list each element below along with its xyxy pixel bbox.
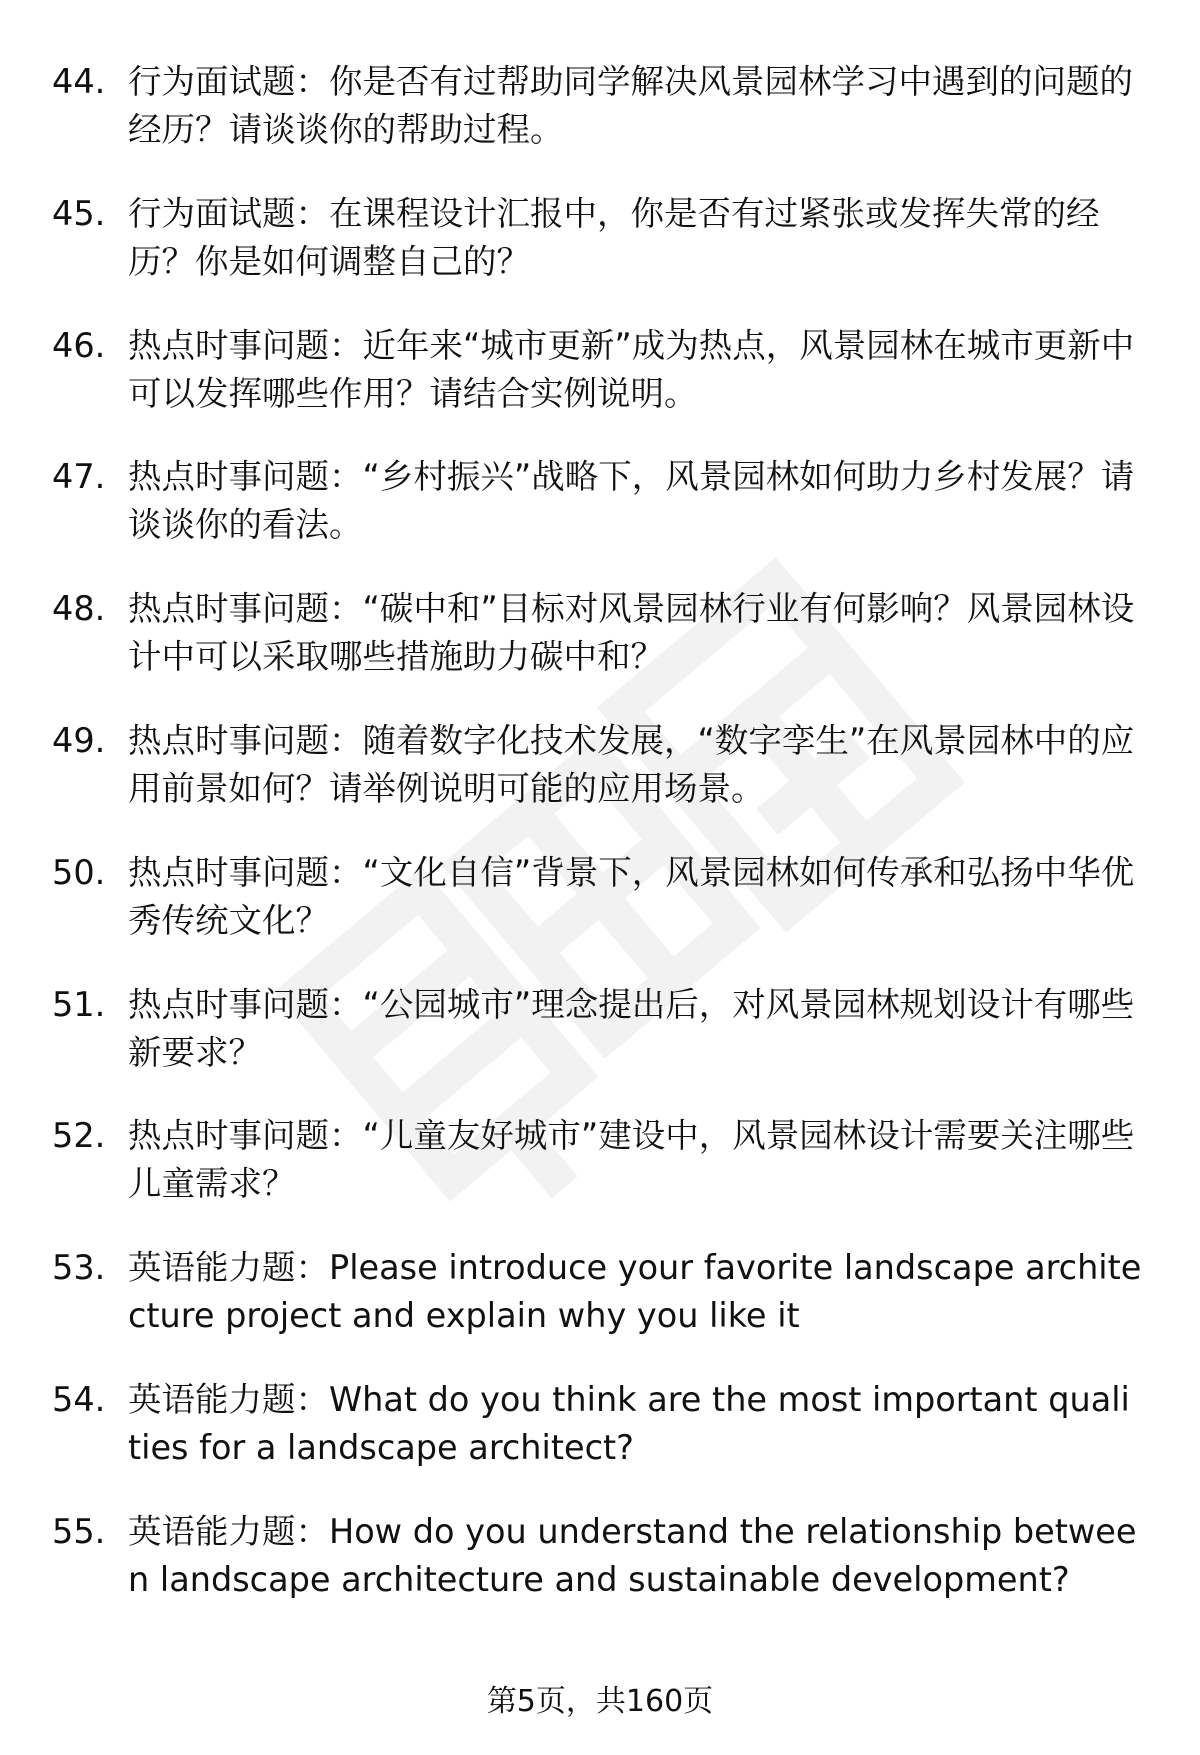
question-text: 热点时事问题：“碳中和”目标对风景园林行业有何影响？风景园林设计中可以采取哪些措施助力碳中和？	[128, 589, 1135, 677]
question-text: 热点时事问题：“公园城市”理念提出后，对风景园林规划设计有哪些新要求？	[128, 984, 1135, 1072]
question-text: 行为面试题：你是否有过帮助同学解决风景园林学习中遇到的问题的经历？请谈谈你的帮助过程。	[128, 62, 1133, 149]
question-number: 46.	[52, 325, 106, 365]
question-item	[52, 1508, 1142, 1604]
question-number: 51.	[52, 984, 106, 1024]
question-number: 49.	[52, 720, 106, 760]
question-text: 热点时事问题：近年来“城市更新”成为热点，风景园林在城市更新中可以发挥哪些作用？请结合实例说明。	[128, 325, 1135, 413]
question-item	[52, 1244, 1142, 1340]
question-list	[52, 58, 1142, 1640]
question-item	[52, 849, 1142, 945]
question-item	[52, 322, 1142, 418]
question-item	[52, 190, 1142, 286]
question-item	[52, 58, 1142, 154]
question-number: 47.	[52, 457, 106, 497]
question-number: 50.	[52, 852, 106, 892]
question-number: 53.	[52, 1248, 106, 1288]
question-number: 55.	[52, 1511, 106, 1551]
question-text: 热点时事问题：“乡村振兴”战略下，风景园林如何助力乡村发展？请谈谈你的看法。	[128, 457, 1135, 545]
question-item	[52, 1112, 1142, 1208]
question-number: 54.	[52, 1379, 106, 1419]
question-number: 44.	[52, 62, 106, 101]
question-item	[52, 1376, 1142, 1472]
question-number: 48.	[52, 589, 106, 629]
question-text: 热点时事问题：“儿童友好城市”建设中，风景园林设计需要关注哪些儿童需求？	[128, 1116, 1135, 1204]
question-item	[52, 717, 1142, 813]
question-text: 英语能力题：How do you understand the relationship between landscape architecture and sustainable development?	[128, 1511, 1137, 1599]
question-text: 热点时事问题：“文化自信”背景下，风景园林如何传承和弘扬中华优秀传统文化？	[128, 852, 1135, 940]
question-number: 52.	[52, 1116, 106, 1156]
question-number: 45.	[52, 193, 106, 233]
question-text: 行为面试题：在课程设计汇报中，你是否有过紧张或发挥失常的经历？你是如何调整自己的？	[128, 193, 1100, 281]
question-text: 英语能力题：What do you think are the most important qualities for a landscape architect?	[128, 1379, 1130, 1467]
question-item	[52, 981, 1142, 1077]
question-item	[52, 585, 1142, 681]
page-number-footer: 第5页，共160页	[486, 1684, 714, 1719]
question-item	[52, 453, 1142, 549]
question-text: 英语能力题：Please introduce your favorite landscape architecture project and explain why you like it	[128, 1248, 1142, 1336]
question-text: 热点时事问题：随着数字化技术发展，“数字孪生”在风景园林中的应用前景如何？请举例说明可能的应用场景。	[128, 720, 1135, 808]
